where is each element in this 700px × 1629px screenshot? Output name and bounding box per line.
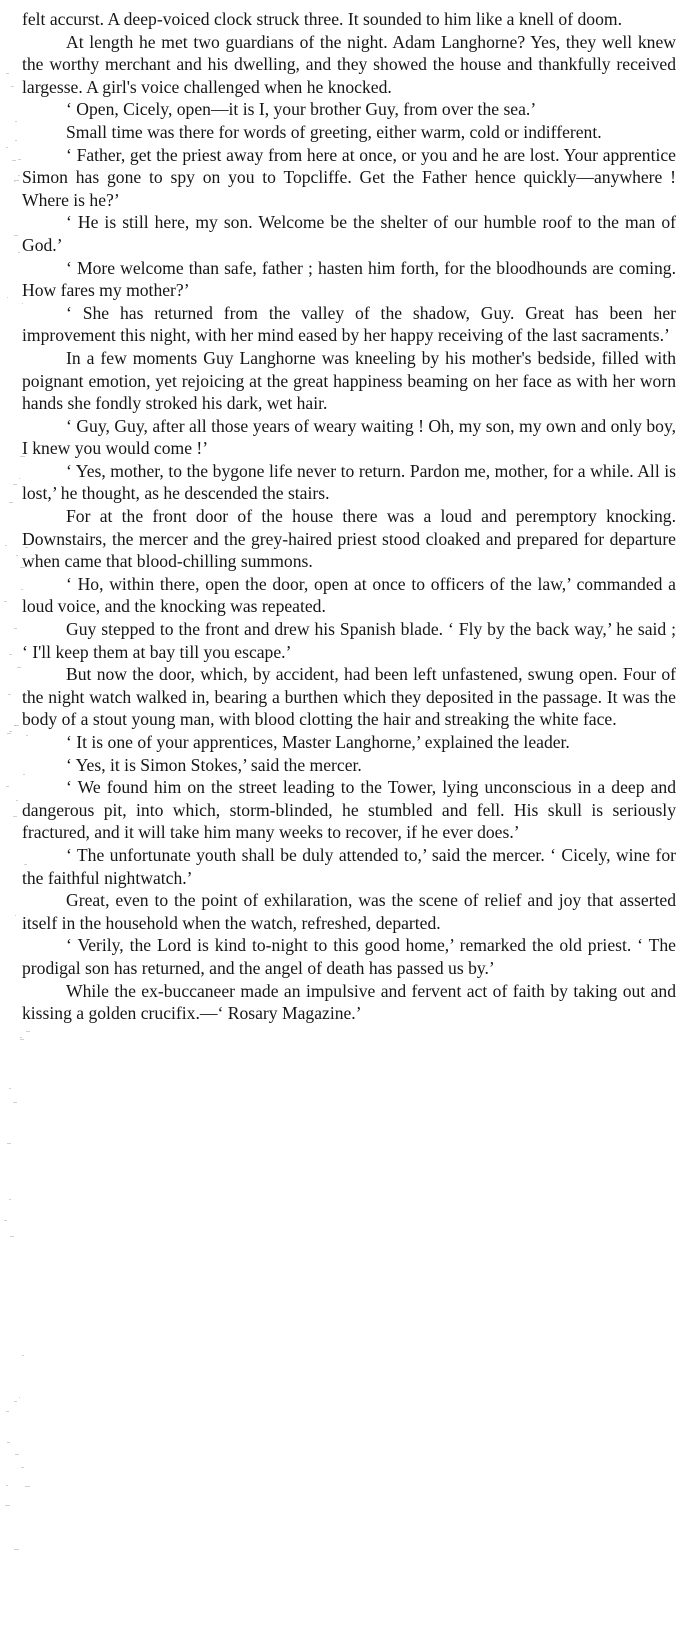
scan-speckle	[9, 1199, 11, 1200]
scan-speckle	[20, 1039, 23, 1040]
paragraph-18: ‘ We found him on the street leading to the Tower, lying unconscious in a deep and dangerous pit, into which, storm-blinded, he stumbled and fell. His skull is seriously fractured, and it will take him many weeks to recover, if he ever does.’	[22, 777, 676, 843]
scan-speckle	[14, 725, 16, 726]
paragraph-6: ‘ He is still here, my son. Welcome be the shelter of our humble roof to the man of God.’	[22, 212, 676, 255]
paragraph-13: ‘ Ho, within there, open the door, open at once to officers of the law,’ commanded a loud voice, and the knocking was repeated.	[22, 573, 676, 617]
paragraph-17: ‘ Yes, it is Simon Stokes,’ said the mercer.	[66, 754, 362, 775]
scan-speckle	[14, 628, 17, 629]
scan-speckle	[6, 147, 8, 148]
scan-speckle	[25, 547, 28, 548]
scan-speckle	[7, 733, 12, 734]
paragraph-1: felt accurst. A deep-voiced clock struck three. It sounded to him like a knell of doom.	[22, 9, 622, 29]
scan-speckle	[21, 589, 23, 590]
paragraph-22: While the ex-buccaneer made an impulsive and fervent act of faith by taking out and kissing a golden crucifix.—‘ Rosary Magazine.’	[22, 980, 676, 1024]
paragraph-12: For at the front door of the house there was a loud and peremptory knocking. Downstairs, the mercer and the grey-haired priest stood cloaked and prepared for departure when came that blood-chilling summons.	[22, 506, 676, 572]
scan-speckle	[14, 1401, 17, 1402]
scan-speckle	[20, 1037, 22, 1038]
scan-speckle	[20, 456, 25, 457]
scan-speckle	[26, 735, 28, 736]
scan-speckle	[9, 1088, 11, 1089]
scan-speckle	[7, 1442, 11, 1443]
scan-speckle	[14, 1549, 19, 1550]
scan-speckle	[26, 1031, 30, 1032]
scan-speckle	[9, 654, 13, 655]
scan-speckle	[4, 601, 7, 602]
paragraph-3: ‘ Open, Cicely, open—it is I, your brother Guy, from over the sea.’	[66, 99, 537, 120]
paragraph-19: ‘ The unfortunate youth shall be duly attended to,’ said the mercer. ‘ Cicely, wine for the faithful nightwatch.’	[22, 844, 676, 888]
scan-speckle	[4, 1220, 7, 1221]
scan-speckle	[21, 1467, 24, 1468]
scan-speckle	[15, 915, 16, 916]
scan-speckle	[20, 567, 25, 568]
paragraph-7: ‘ More welcome than safe, father ; hasten him forth, for the bloodhounds are coming. How fares my mother?’	[22, 257, 676, 301]
scan-speckle	[19, 1397, 21, 1398]
scan-speckle	[16, 555, 18, 556]
paragraph-20: Great, even to the point of exhilaration, was the scene of relief and joy that asserted itself in the household when the watch, refreshed, departed.	[22, 890, 676, 933]
scan-speckle	[13, 1102, 17, 1103]
paragraph-16: ‘ It is one of your apprentices, Master Langhorne,’ explained the leader.	[66, 732, 570, 752]
scan-speckle	[5, 545, 7, 546]
paragraph-9: In a few moments Guy Langhorne was kneeling by his mother's bedside, filled with poignant emotion, yet rejoicing at the great happiness beaming on her face as with her worn hands she fondly stroked his dark, wet hair.	[22, 347, 676, 414]
scan-speckle	[18, 159, 21, 160]
scan-speckle	[24, 453, 25, 454]
scan-speckle	[9, 502, 13, 503]
scan-speckle	[25, 1486, 29, 1487]
scan-speckle	[6, 1411, 9, 1412]
scan-speckle	[13, 816, 17, 817]
paragraph-21: ‘ Verily, the Lord is kind to-night to this good home,’ remarked the old priest. ‘ The prodigal son has returned, and the angel of death has passed us by.’	[22, 935, 676, 978]
document-page	[22, 8, 676, 1025]
paragraph-5: ‘ Father, get the priest away from here at once, or you and he are lost. Your apprentice Simon has gone to spy on you to Topcliffe. Get the Father hence quickly—anywhere ! Where is he?’	[22, 144, 676, 210]
scan-speckle	[18, 252, 20, 253]
scan-speckle	[14, 181, 15, 182]
paragraph-4: Small time was there for words of greeting, either warm, cold or indifferent.	[66, 121, 602, 142]
scan-speckle	[6, 1485, 8, 1486]
scan-speckle	[13, 484, 17, 485]
scan-speckle	[6, 786, 9, 787]
scan-speckle	[22, 303, 23, 304]
paragraph-15: But now the door, which, by accident, had been left unfastened, swung open. Four of the night watch walked in, bearing a burthen which they deposited in the passage. It was the body of a stout young man, with blood clotting the hair and streaking the white face.	[22, 664, 676, 730]
scan-speckle	[5, 1505, 10, 1506]
scan-speckle	[7, 297, 8, 298]
scan-speckle	[19, 478, 21, 479]
scan-speckle	[7, 1143, 11, 1144]
scan-speckle	[18, 175, 21, 176]
scan-speckle	[16, 800, 18, 801]
scan-speckle	[10, 1236, 14, 1237]
scan-speckle	[11, 86, 14, 87]
scan-speckle	[12, 160, 17, 161]
scan-speckle	[24, 864, 27, 865]
scan-speckle	[22, 1355, 24, 1356]
scan-speckle	[14, 235, 18, 236]
paragraph-14: Guy stepped to the front and drew his Spanish blade. ‘ Fly by the back way,’ he said ; ‘ I'll keep them at bay till you escape.’	[22, 619, 676, 662]
paragraph-8: ‘ She has returned from the valley of the shadow, Guy. Great has been her improvement this night, with her mind eased by her happy receiving of the last sacraments.’	[22, 302, 676, 346]
paragraph-11: ‘ Yes, mother, to the bygone life never to return. Pardon me, mother, for a while. All is lost,’ he thought, as he descended the stairs.	[22, 460, 676, 504]
paragraph-10: ‘ Guy, Guy, after all those years of weary waiting ! Oh, my son, my own and only boy, I knew you would come !’	[22, 415, 676, 459]
scan-speckle	[14, 180, 19, 181]
scan-speckle	[8, 694, 11, 695]
scan-speckle	[17, 667, 21, 668]
paragraph-2: At length he met two guardians of the night. Adam Langhorne? Yes, they well knew the worthy merchant and his dwelling, and they showed the house and thankfully received largesse. A girl's voice challenged when he knocked.	[22, 31, 676, 97]
scan-speckle	[6, 73, 9, 74]
scan-speckle	[15, 1454, 19, 1455]
scan-speckle	[15, 140, 17, 141]
scan-speckle	[15, 121, 17, 122]
scan-speckle	[23, 774, 25, 775]
